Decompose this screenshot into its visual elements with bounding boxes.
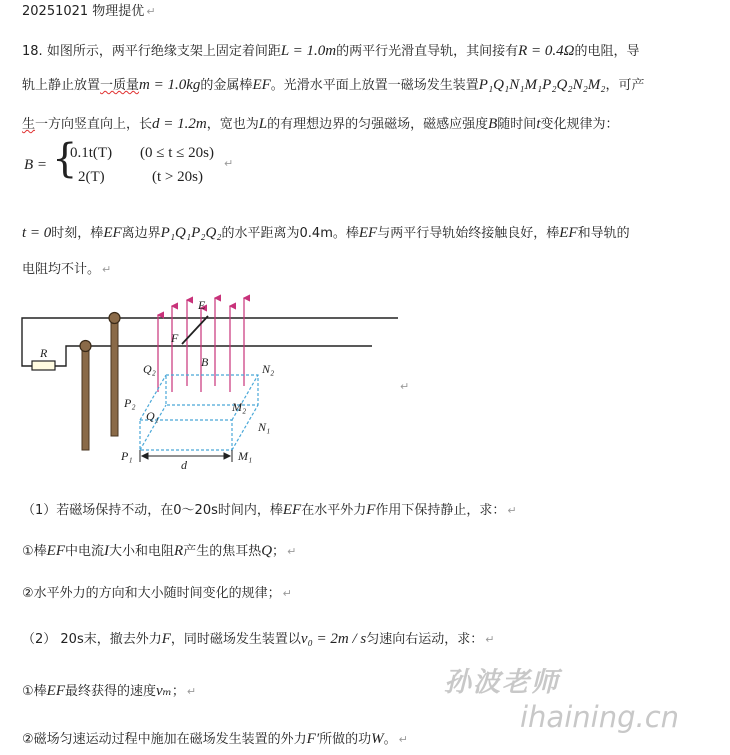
paragraph-mark-icon: ↵ xyxy=(507,504,517,517)
question-2b: ②磁场匀速运动过程中施加在磁场发生装置的外力F′所做的功W。 ↵ xyxy=(22,731,408,747)
problem-line-2: 轨上静止放置一质量m = 1.0kg的金属棒EF。光滑水平面上放置一磁场发生装置P₁Q₁N₁M₁P₂Q₂N₂M₂，可产 xyxy=(22,77,645,93)
piecewise-formula: B = { 0.1t(T) (0 ≤ t ≤ 20s) 2(T) (t > 20s) ↵ xyxy=(24,136,234,185)
paragraph-mark-icon: ↵ xyxy=(485,633,495,646)
paragraph-mark-icon: ↵ xyxy=(102,263,112,276)
question-2a: ①棒EF最终获得的速度vₘ； ↵ xyxy=(22,683,197,699)
label-Q1: Q₁ xyxy=(146,409,159,423)
label-N2: N₂ xyxy=(262,362,275,376)
question-1a: ①棒EF中电流I大小和电阻R产生的焦耳热Q； ↵ xyxy=(22,543,297,559)
question-2-head: （2） 20s末，撤去外力F，同时磁场发生装置以v₀ = 2m / s匀速向右运动，求： ↵ xyxy=(22,631,495,647)
problem-line-1: 18. 如图所示，两平行绝缘支架上固定着间距L = 1.0m的两平行光滑直导轨，其间接有R = 0.4Ω的电阻，导 xyxy=(22,43,640,59)
problem-line-5: t = 0时刻，棒EF离边界P₁Q₁P₂Q₂的水平距离为0.4m。棒EF与两平行导轨始终接触良好，棒EF和导轨的 xyxy=(22,225,630,241)
label-M2: M₂ xyxy=(232,400,247,414)
label-P2: P₂ xyxy=(124,396,136,410)
paragraph-mark-icon: ↵ xyxy=(398,733,408,746)
problem-number: 18. xyxy=(22,44,43,59)
support-back xyxy=(111,318,118,436)
resistor xyxy=(32,361,55,370)
question-1-head: （1）若磁场保持不动，在0～20s时间内，棒EF在水平外力F作用下保持静止，求： ↵ xyxy=(22,502,517,518)
paragraph-mark-icon: ↵ xyxy=(287,545,297,558)
support-front xyxy=(82,346,89,450)
label-F: F xyxy=(171,331,179,345)
label-P1: P₁ xyxy=(121,449,133,463)
label-Q2: Q₂ xyxy=(143,362,156,376)
label-E: E xyxy=(198,298,206,312)
problem-line-3: 生一方向竖直向上，长d = 1.2m，宽也为L的有理想边界的匀强磁场，磁感应强度B随时间t变化规律为： xyxy=(22,116,619,132)
paragraph-mark-icon: ↵ xyxy=(282,587,292,600)
brace-icon: { xyxy=(52,136,78,182)
watermark-url: ihaining.cn xyxy=(520,700,680,734)
paragraph-mark-icon: ↵ xyxy=(224,157,234,170)
doc-header: 20251021 物理提优 ↵ xyxy=(22,4,156,19)
label-M1: M₁ xyxy=(238,449,253,463)
watermark-text: 孙波老师 xyxy=(444,667,560,698)
paragraph-mark-icon: ↵ xyxy=(186,685,197,698)
problem-line-6: 电阻均不计。 ↵ xyxy=(22,262,112,277)
metal-rod-EF xyxy=(182,316,208,344)
circuit-wires xyxy=(22,318,398,366)
label-R: R xyxy=(40,346,48,360)
label-N1: N₁ xyxy=(258,420,271,434)
paragraph-mark-icon: ↵ xyxy=(146,5,156,18)
paragraph-mark-icon: ↵ xyxy=(400,380,410,393)
question-1b: ②水平外力的方向和大小随时间变化的规律； ↵ xyxy=(22,586,292,601)
label-B: B xyxy=(201,355,209,369)
label-d: d xyxy=(181,458,187,472)
